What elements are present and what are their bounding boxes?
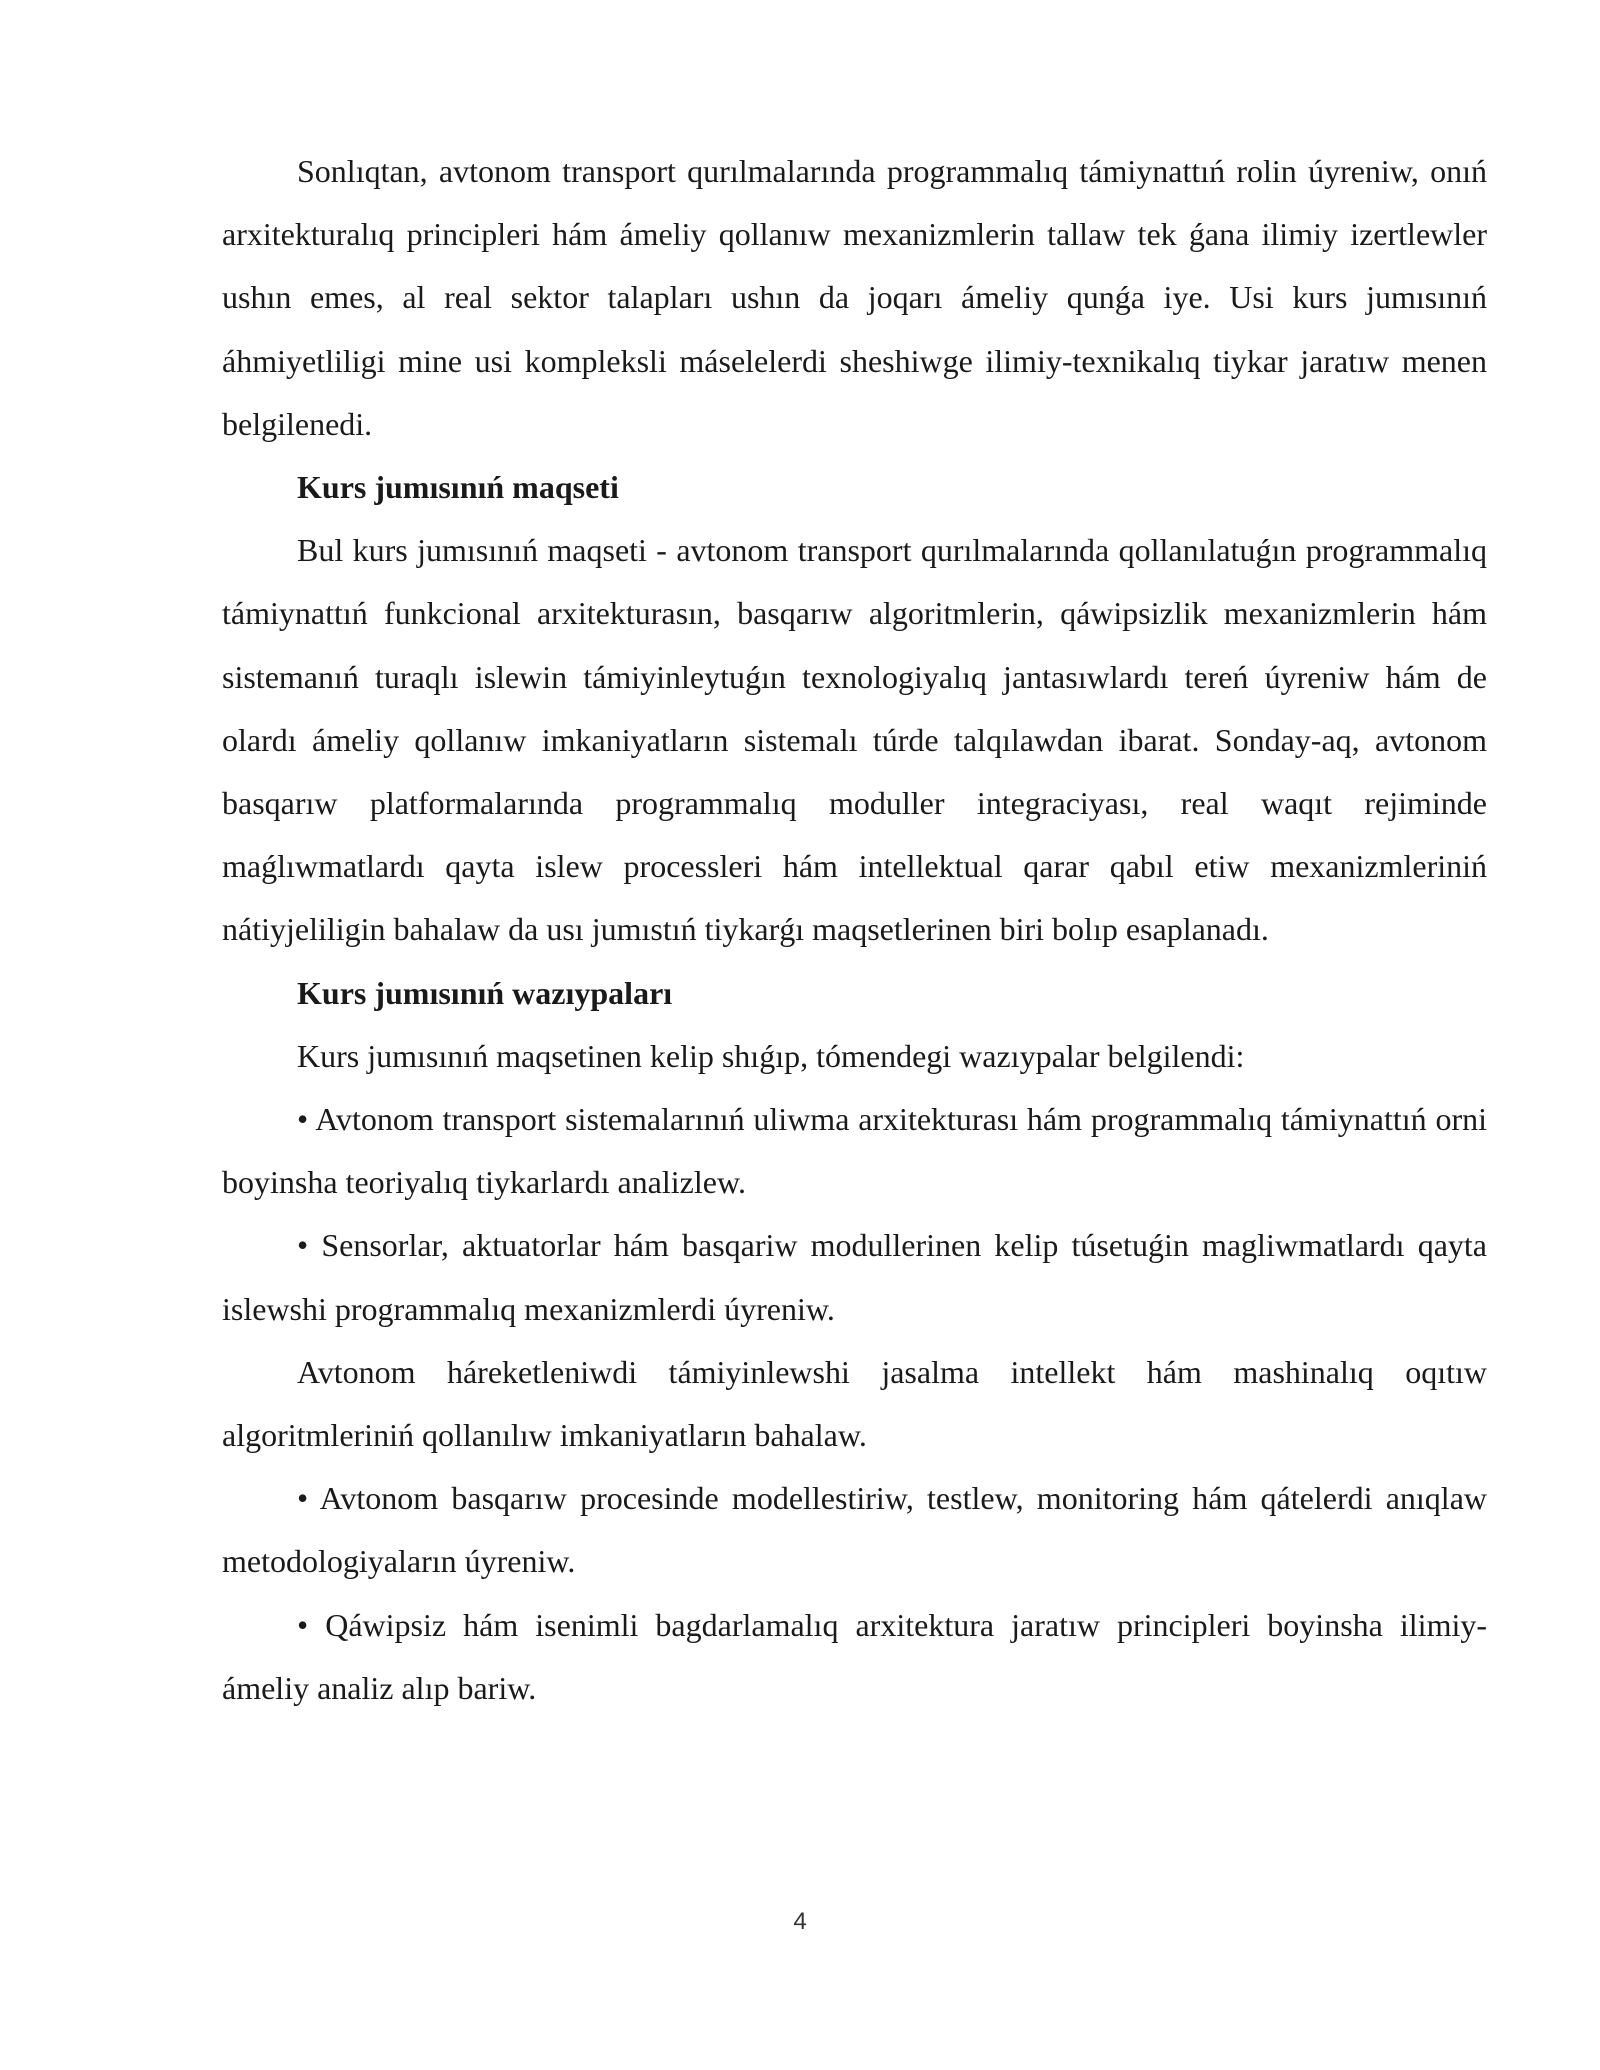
task-item-4: • Avtonom basqarıw procesinde modellestiriw, testlew, monitoring hám qátelerdi anıqlaw metodologiyaların úyreniw. bbox=[222, 1480, 1487, 1580]
page-number: 4 bbox=[793, 1908, 807, 1935]
tasks-intro-paragraph: Kurs jumısınıń maqsetinen kelip shıǵıp, tómendegi wazıypalar belgilendi: bbox=[297, 1037, 1245, 1074]
task-item-3: Avtonom háreketleniwdi támiyinlewshi jasalma intellekt hám mashinalıq oqıtıw algoritmleriniń qollanılıw imkaniyatların bahalaw. bbox=[222, 1353, 1487, 1454]
intro-paragraph: Sonlıqtan, avtonom transport qurılmalarında programmalıq támiynattıń rolin úyreniw, onıń arxitekturalıq principleri hám ámeliy qollanıw mexanizmlerin tallaw tek ǵana ilimiy izertlewler ushın emes, al real sektor talapları ushın da joqarı ámeliy qunǵa iye. Usi kurs jumısınıń áhmiyetliligi mine usi kompleksli máselelerdi sheshiwge ilimiy-texnikalıq tiykar jaratıw menen belgilenedi. bbox=[222, 153, 1487, 442]
task-item-5: • Qáwipsiz hám isenimli bagdarlamalıq arxitektura jaratıw principleri boyinsha ilimiy-ámeliy analiz alıp bariw. bbox=[222, 1606, 1487, 1706]
goal-paragraph: Bul kurs jumısınıń maqseti - avtonom transport qurılmalarında qollanılatuǵın programmalıq támiynattıń funkcional arxitekturasın, basqarıw algoritmlerin, qáwipsizlik mexanizmlerin hám sistemanıń turaqlı islewin támiyinleytuǵın texnologiyalıq jantasıwlardı tereń úyreniw hám de olardı ámeliy qollanıw imkaniyatların sistemalı túrde talqılawdan ibarat. Sonday-aq, avtonom basqarıw platformalarında programmalıq moduller integraciyası, real waqıt rejiminde maǵlıwmatlardı qayta islew processleri hám intellektual qarar qabıl etiw mexanizmleriniń nátiyjeliligin bahalaw da usı jumıstıń tiykarǵı maqsetlerinen biri bolıp esaplanadı. bbox=[222, 532, 1487, 948]
goal-heading: Kurs jumısınıń maqseti bbox=[297, 469, 619, 506]
tasks-heading: Kurs jumısınıń wazıypaları bbox=[297, 974, 673, 1011]
task-item-2: • Sensorlar, aktuatorlar hám basqariw modullerinen kelip túsetuǵin magliwmatlardı qayta islewshi programmalıq mexanizmlerdi úyreniw. bbox=[222, 1227, 1487, 1327]
task-item-1: • Avtonom transport sistemalarınıń uliwma arxitekturası hám programmalıq támiynattıń orni boyinsha teoriyalıq tiykarlardı analizlew. bbox=[222, 1101, 1487, 1201]
document-body bbox=[222, 140, 1487, 1720]
